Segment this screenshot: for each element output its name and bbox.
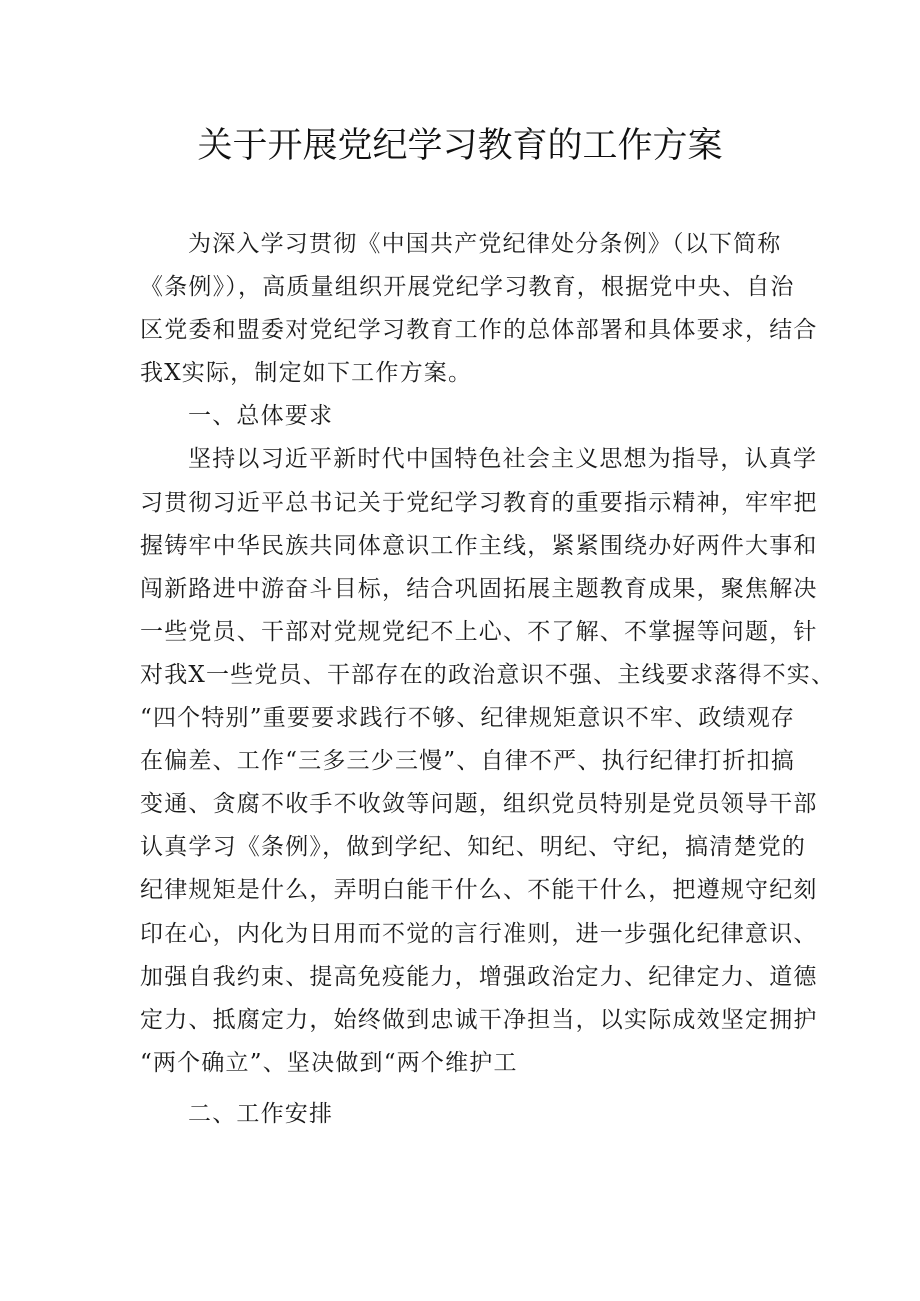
intro-line: 为深入学习贯彻《中国共产党纪律处分条例》（以下简称 (188, 231, 782, 257)
section-1-line: 坚持以习近平新时代中国特色社会主义思想为指导，认真学 (188, 446, 818, 473)
document-body (140, 223, 836, 1085)
section-2-heading: 二、工作安排 (188, 1101, 334, 1127)
section-1-heading: 一、总体要求 (188, 403, 334, 430)
section-1-line: “四个特别”重要要求践行不够、纪律规矩意识不牢、政绩观存 (140, 705, 796, 732)
section-1-line: 一些党员、干部对党规党纪不上心、不了解、不掌握等问题，针 (140, 618, 818, 645)
section-1-line: 印在心，内化为日用而不觉的言行准则，进一步强化纪律意识、 (140, 920, 818, 947)
section-1-line: 认真学习《条例》，做到学纪、知纪、明纪、守纪，搞清楚党的 (140, 834, 807, 861)
section-1-line: 对我X一些党员、干部存在的政治意识不强、主线要求落得不实、 (140, 661, 836, 688)
section-1-line: 握铸牢中华民族共同体意识工作主线，紧紧围绕办好两件大事和 (140, 532, 818, 559)
section-1-line: 变通、贪腐不收手不收敛等问题，组织党员特别是党员领导干部 (140, 791, 818, 818)
section-1-line: 纪律规矩是什么，弄明白能干什么、不能干什么，把遵规守纪刻 (140, 877, 818, 904)
section-1-line: 闯新路进中游奋斗目标，结合巩固拓展主题教育成果，聚焦解决 (140, 575, 818, 602)
intro-line: 《条例》），高质量组织开展党纪学习教育，根据党中央、自治 (140, 274, 795, 301)
document-title: 关于开展党纪学习教育的工作方案 (197, 126, 723, 166)
section-1-line: 在偏差、工作“三多三少三慢”、自律不严、执行纪律打折扣搞 (140, 748, 796, 775)
section-1-line: 定力、抵腐定力，始终做到忠诚干净担当，以实际成效坚定拥护 (140, 1006, 818, 1033)
intro-line: 我X实际，制定如下工作方案。 (140, 360, 473, 387)
section-1-line: 加强自我约束、提高免疫能力，增强政治定力、纪律定力、道德 (140, 963, 818, 990)
intro-line: 区党委和盟委对党纪学习教育工作的总体部署和具体要求，结合 (140, 317, 818, 344)
section-1-line: 习贯彻习近平总书记关于党纪学习教育的重要指示精神，牢牢把 (140, 489, 818, 516)
section-1-line: “两个确立”、坚决做到“两个维护工 (140, 1049, 518, 1076)
